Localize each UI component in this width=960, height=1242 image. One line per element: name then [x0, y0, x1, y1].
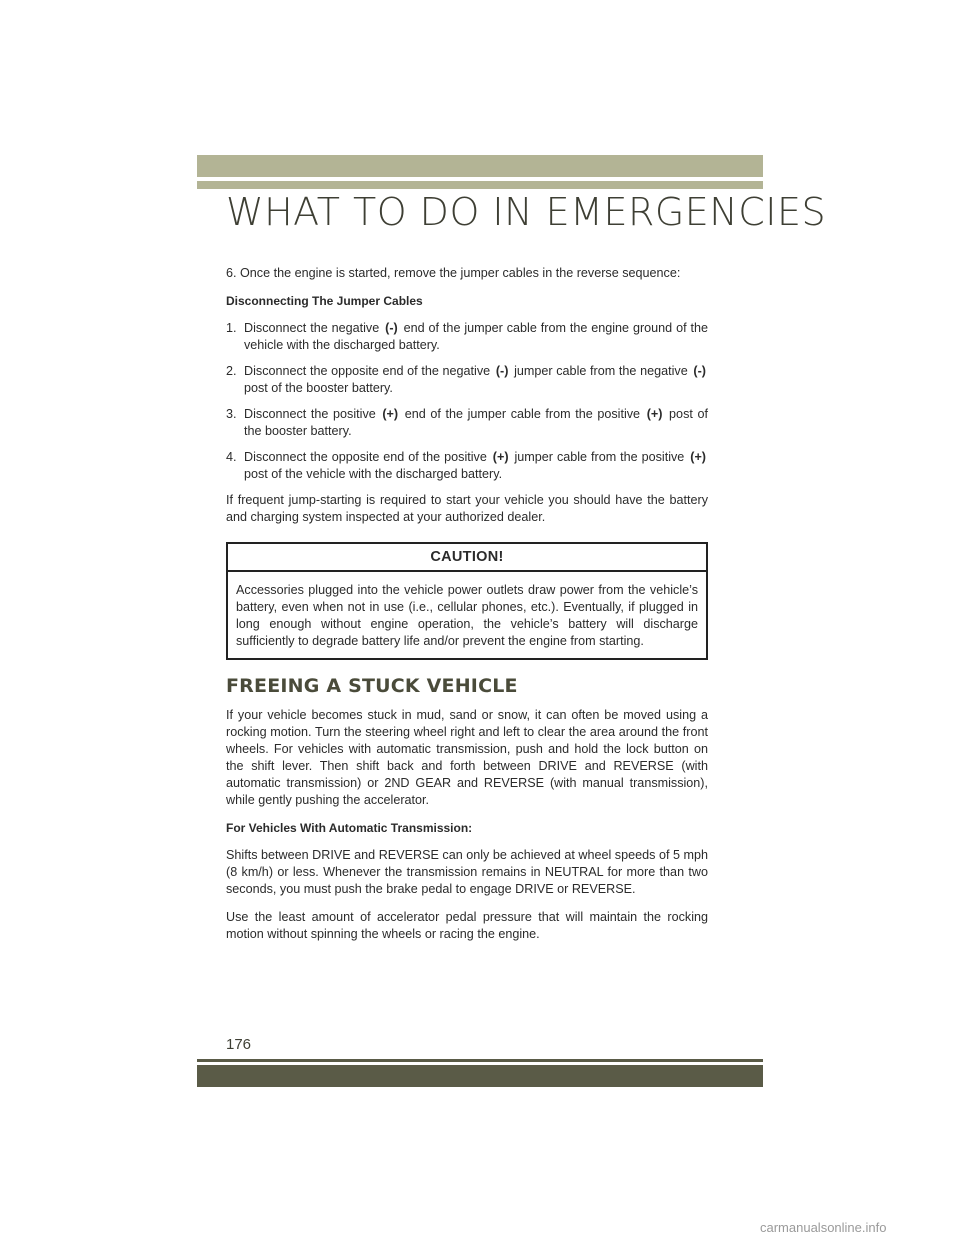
rocking-paragraph: Use the least amount of accelerator pedal pressure that will maintain the rocking motion without spinning the wheels or racing the engine.: [226, 910, 708, 941]
step-number: 1.: [226, 321, 237, 335]
step-3: [226, 406, 708, 440]
caution-title: CAUTION!: [228, 544, 706, 572]
step-text: Disconnect the positive (+) end of the jumper cable from the positive (+) post of the booster battery.: [244, 407, 708, 438]
step-1: [226, 320, 708, 354]
caution-box: [226, 542, 708, 660]
step-2: [226, 363, 708, 397]
watermark: carmanualsonline.info: [760, 1220, 887, 1235]
page-content: [226, 265, 708, 954]
header-band: [197, 155, 763, 177]
step-text: Disconnect the opposite end of the positive (+) jumper cable from the positive (+) post of the vehicle with the discharged battery.: [244, 450, 706, 481]
caution-body: Accessories plugged into the vehicle power outlets draw power from the vehicle’s battery, even when not in use (i.e., cellular phones, etc.). Eventually, if plugged in long enough without engine operation, the vehicle’s battery will discharge sufficiently to degrade battery life and/or prevent the engine from starting.: [236, 583, 698, 648]
automatic-heading: For Vehicles With Automatic Transmission:: [226, 821, 473, 835]
disconnecting-heading: Disconnecting The Jumper Cables: [226, 294, 423, 308]
section-title: WHAT TO DO IN EMERGENCIES: [226, 190, 827, 234]
freeing-paragraph: If your vehicle becomes stuck in mud, sand or snow, it can often be moved using a rocking motion. Turn the steering wheel right and left to clear the area around the front wheels. For vehicles with automatic transmission, push and hold the lock button on the shift lever. Then shift back and forth between DRIVE and REVERSE (with automatic transmission) or 2ND GEAR and REVERSE (with manual transmission), while gently pushing the accelerator.: [226, 708, 708, 807]
step-6-text: 6. Once the engine is started, remove the jumper cables in the reverse sequence:: [226, 266, 681, 280]
step-number: 3.: [226, 407, 237, 421]
step-text: Disconnect the opposite end of the negative (-) jumper cable from the negative (-) post of the booster battery.: [244, 364, 706, 395]
automatic-paragraph: Shifts between DRIVE and REVERSE can only be achieved at wheel speeds of 5 mph (8 km/h) or less. Whenever the transmission remains in NEUTRAL for more than two seconds, you must push the brake pedal to engage DRIVE or REVERSE.: [226, 848, 708, 896]
step-number: 4.: [226, 450, 237, 464]
footer-rule: [197, 1059, 763, 1062]
step-4: [226, 449, 708, 483]
header-rule: [197, 181, 763, 189]
page-number: 176: [226, 1036, 252, 1053]
followup-paragraph: If frequent jump-starting is required to start your vehicle you should have the battery and charging system inspected at your authorized dealer.: [226, 493, 708, 524]
footer-band: [197, 1065, 763, 1087]
step-number: 2.: [226, 364, 237, 378]
step-text: Disconnect the negative (-) end of the jumper cable from the engine ground of the vehicle with the discharged battery.: [244, 321, 708, 352]
freeing-heading: FREEING A STUCK VEHICLE: [226, 675, 518, 697]
